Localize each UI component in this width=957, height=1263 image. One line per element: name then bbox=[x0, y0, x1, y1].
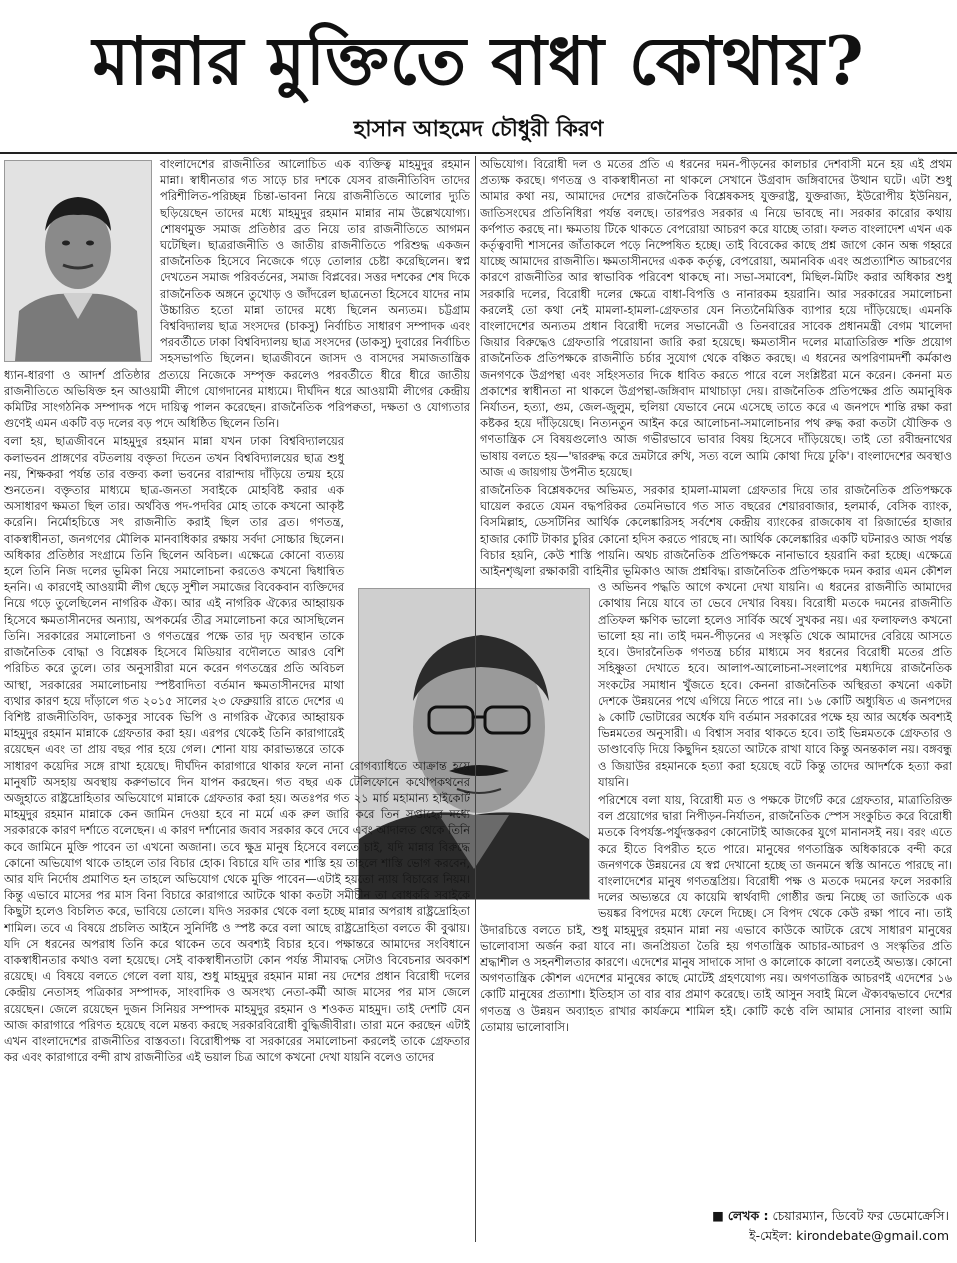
square-bullet-icon: ■ bbox=[712, 1208, 724, 1223]
column-divider bbox=[475, 156, 476, 1242]
left-paragraph-1: বাংলাদেশের রাজনীতির আলোচিত এক ব্যক্তিত্ব মাহমুদুর রহমান মান্না। স্বাধীনতার গত সাড়ে চার দশকে যেসব রাজনীতিবিদ তাদের পরিশীলিত-পরিচ্ছন্ন চিন্তা-ভাবনা নিয়ে রাজনীতিতে আলোর দ্যুতি ছড়িয়েছেন তাদের মধ্যে মাহমুদুর রহমান মান্নার নাম উল্লেখযোগ্য। শোষণমুক্ত সমাজ প্রতিষ্ঠার ব্রত নিয়ে তার রাজনীতিতে আগমন ঘটেছিল। ছাত্ররাজনীতি ও জাতীয় রাজনীতিতে পরিশুদ্ধ একজন রাজনৈতিক হিসেবে নিজেকে গড়ে তোলার চেষ্টা করেছিলেন। স্বপ্ন দেখতেন সমাজ পরিবর্তনের, সমাজ বিপ্লবের। সত্তর দশকের শেষ দিকে রাজনৈতিক অঙ্গনে তুখোড় ও জাঁদরেল ছাত্রনেতা হিসেবে যাদের নাম উচ্চারিত হতো মান্না তাদের মধ্যে ছিলেন অন্যতম। চট্টগ্রাম বিশ্ববিদ্যালয় ছাত্র সংসদের (চাকসু) নির্বাচিত সাধারণ সম্পাদক এবং পরবর্তীতে ঢাকা বিশ্ববিদ্যালয় ছাত্র সংসদের (ডাকসু) দুবারের নির্বাচিত সহসভাপতি ছিলেন। ছাত্রজীবনে জাসদ ও বাসদের সমাজতান্ত্রিক ধ্যান-ধারণা ও আদর্শ প্রতিষ্ঠার প্রত্যয়ে নিজেকে সম্পৃক্ত করলেও পরবর্তীতে ধীরে ধীরে জাতীয় রাজনীতিতে অভিষিক্ত হন আওয়ামী লীগে যোগদানের মাধ্যমে। দীর্ঘদিন ধরে আওয়ামী লীগের কেন্দ্রীয় কমিটির সাংগঠনিক সম্পাদক পদে দায়িত্ব পালন করেছেন। রাজনৈতিক পরিপক্বতা, দক্ষতা ও যোগ্যতার গুণেই এমন একটি বড় দলের বড় পদে অধিষ্ঠিত ছিলেন তিনি। bbox=[4, 157, 470, 431]
subject-photo-space-right bbox=[480, 588, 592, 906]
left-column bbox=[4, 156, 470, 1246]
author-label: লেখক : bbox=[727, 1208, 769, 1223]
author-note bbox=[489, 1206, 949, 1246]
author-photo-space bbox=[4, 156, 154, 366]
subject-photo-space-left bbox=[350, 433, 470, 751]
author-role: চেয়ারম্যান, ডিবেট ফর ডেমোক্রেসি। bbox=[772, 1208, 949, 1223]
right-paragraph-3: পরিশেষে বলা যায়, বিরোধী মত ও পক্ষকে টার্গেট করে গ্রেফতার, মাত্রাতিরিক্ত বল প্রয়োগের দ্বারা নিপীড়ন-নির্যাতন, রাজনৈতিক স্পেস সংকুচিত করে বিরোধী মতকে বিপর্যস্ত-পর্যুদস্তকরণ কোনোটাই আজকের যুগে মানানসই নয়। বরং এতে করে হীতে বিপরীত হতে পারে। মানুষের গণতান্ত্রিক অধিকারকে বন্দী করে জনগণকে উন্নয়নের যে স্বপ্ন দেখানো হচ্ছে তা জনমনে স্বস্তি আনতে পারছে না। বাংলাদেশের মানুষ গণতন্ত্রপ্রিয়। বিরোধী পক্ষ ও মতকে দমনের ফলে সরকারি দলের অভ্যন্তরে যে কায়েমি স্বার্থবাদী গোষ্ঠীর জন্ম নিচ্ছে তা জাতিকে এক ভয়ঙ্কর বিপদের মধ্যে ফেলে দিচ্ছে। সে বিপদ থেকে কেউ রক্ষা পাবে না। তাই উদারচিত্তে বলতে চাই, শুধু মাহমুদুর রহমান মান্না নয় এভাবে কাউকে আটকে রেখে সাধারণ মানুষের ভালোবাসা অর্জন করা যাবে না। জনপ্রিয়তা তৈরি হয় গণতান্ত্রিক আচার-আচরণ ও সংস্কৃতির প্রতি শ্রদ্ধাশীল ও সহনশীলতার কারণে। এদেশের মানুষ সাদাকে সাদা ও কালোকে কালো বলতেই অভ্যস্ত। কোনো অগণতান্ত্রিক কৌশল এদেশের মানুষের কাছে মোটেই গ্রহণযোগ্য নয়। অগণতান্ত্রিক আচরণই এদেশের ১৬ কোটি মানুষের প্রত্যাশা। ইতিহাস তা বার বার প্রমাণ করেছে। তাই আসুন সবাই মিলে ঐক্যবদ্ধভাবে দেশের গণতন্ত্র ও উন্নয়ন অব্যাহত রাখার কার্যক্রমে শামিল হই। কোটি কণ্ঠে বলি আমার সোনার বাংলা আমি তোমায় ভালোবাসি। bbox=[480, 792, 952, 1034]
right-paragraph-2: রাজনৈতিক বিশ্লেষকদের অভিমত, সরকার হামলা-মামলা গ্রেফতার দিয়ে তার রাজনৈতিক প্রতিপক্ষকে ঘায়েল করতে যেমন বদ্ধপরিকর তেমনিভাবে গত সাত বছরের শেয়ারবাজার, হলমার্ক, বেসিক ব্যাংক, বিসমিল্লাহ, ডেসটিনির আর্থিক কেলেঙ্কারিসহ সর্বশেষ কেন্দ্রীয় ব্যাংকের রাজকোষ বা রিজার্ভের হাজার হাজার কোটি টাকার চুরির কোনো হদিস করতে পারছে না। আর্থিক কেলেঙ্কারির একটি ঘটনারও আজ পর্যন্ত বিচার হয়নি, কেউ শাস্তি পায়নি। অথচ রাজনৈতিক প্রতিপক্ষকে নানাভাবে হয়রানি করা হচ্ছে। এক্ষেত্রে আইনশৃঙ্খলা রক্ষাকারী বাহিনীর ভূমিকাও আজ প্রশ্নবিদ্ধ। রাজনৈতিক প্রতিপক্ষকে দমন করার এমন কৌশল ও অভিনব পদ্ধতি আগে কখনো দেখা যায়নি। এ ধরনের রাজনীতি আমাদের কোথায় নিয়ে যাবে তা ভেবে দেখার বিষয়। বিরোধী মতকে দমনের রাজনীতি প্রতিফল ক্ষণিক ভালো হলেও সার্বিক অর্থে সুখকর নয়। এর ফলাফলও কখনো ভালো হয় না। তাই দমন-পীড়নের এ সংস্কৃতি থেকে আমাদের বেরিয়ে আসতে হবে। উদারনৈতিক গণতন্ত্র চর্চার মাধ্যমে সব ধরনের বিরোধী মতের প্রতি সহিষ্ণুতা দেখাতে হবে। আলাপ-আলোচনা-সংলাপের মধ্যদিয়ে রাজনৈতিক সংকটের সমাধান খুঁজতে হবে। কেননা রাজনৈতিক অস্থিরতা কখনো একটা দেশকে উন্নয়নের পথে এগিয়ে নিতে পারে না। ১৬ কোটি অধ্যুষিত এ জনপদের ৯ কোটি ভোটারের অর্ধেক যদি বর্তমান সরকারের পক্ষে হয় আর অর্ধেক অবশ্যই ভিন্নমতের অনুসারী। এ বিশ্বাস সবার থাকতে হবে। তাই ভিন্নমতকে গ্রেফতার ও ডাণ্ডাবেড়ি দিয়ে কিছুদিন হয়তো আটকে রাখা যাবে কিন্তু অনন্তকাল নয়। বঙ্গবন্ধু ও জিয়াউর রহমানকে হত্যা করা হয়েছে বটে কিন্তু তাদের আদর্শকে হত্যা করা যায়নি। bbox=[480, 483, 952, 789]
byline: হাসান আহমেদ চৌধুরী কিরণ bbox=[353, 117, 604, 142]
right-paragraph-1: অভিযোগ। বিরোধী দল ও মতের প্রতি এ ধরনের দমন-পীড়নের কালচার দেশবাসী মনে হয় এই প্রথম প্রত্যক্ষ করছে। গণতন্ত্র ও বাকস্বাধীনতা না থাকলে সেখানে উগ্রবাদ জঙ্গিবাদের উত্থান ঘটে। এটা শুধু আমার কথা নয়, আমাদের দেশের রাজনৈতিক বিশ্লেষকসহ যুক্তরাষ্ট্র, যুক্তরাজ্য, ইউরোপীয় ইউনিয়ন, জাতিসংঘের প্রতিনিধিরা পর্যন্ত বলছে। তারপরও সরকার এ নিয়ে ভাবছে না। সরকার কারোর কথায় কর্ণপাত করছে না। ক্ষমতায় টিকে থাকতে বেপরোয়া আচরণ করে যাচ্ছে তারা। ফলত বাংলাদেশ এখন এক কর্তৃত্ববাদী শাসনের জাঁতাকলে পড়ে নিষ্পেষিত হচ্ছে। তাই বিবেকের কাছে প্রশ্ন জাগে কোন অন্ধ গহ্বরে যাচ্ছে আমাদের রাজনীতি। ক্ষমতাসীনদের একক কর্তৃত্ব, বেপরোয়া, অমানবিক এবং অপ্রত্যাশিত আচরণের কারণে রাজনীতির আর স্বাভাবিক পরিবেশ থাকছে না। সভা-সমাবেশ, মিছিল-মিটিং করার অধিকার শুধু সরকারি দলের, বিরোধী দলের ক্ষেত্রে বাধা-বিপত্তি ও নানারকম হয়রানি। আর সরকারের সমালোচনা করলেই তো কথা নেই মামলা-হামলা-গ্রেফতার যেন নিত্যনৈমিত্তিক ব্যাপার হয়ে দাঁড়িয়েছে। এমনকি বাংলাদেশের অন্যতম প্রধান বিরোধী দলের সভানেত্রী ও তিনবারের সাবেক প্রধানমন্ত্রী বেগম খালেদা জিয়ার বিরুদ্ধেও গ্রেফতারি পরোয়ানা জারি করা হয়েছে। ক্ষমতাসীন দলের মাত্রাতিরিক্ত শক্তি প্রয়োগ রাজনৈতিক প্রতিপক্ষকে রাজনীতি চর্চার সুযোগ থেকে বঞ্চিত করছে। এ ধরনের অপরিণামদর্শী কর্মকাণ্ড জনগণকে উগ্রপন্থা এবং সহিংসতার দিকে ধাবিত করতে পারে বলে সংশ্লিষ্টরা মনে করেন। কেননা মত প্রকাশের স্বাধীনতা না থাকলে উগ্রপন্থা-জঙ্গিবাদ মাথাচাড়া দেয়। রাজনৈতিক প্রতিপক্ষের প্রতি অমানুষিক নির্যাতন, হত্যা, গুম, জেল-জুলুম, হুলিয়া যেভাবে নেমে এসেছে তাতে করে এ জনপদে শান্তি রক্ষা করা কষ্টকর হয়ে দাঁড়িয়েছে। নিত্যনতুন আইন করে আলোচনা-সমালোচনার পথ রুদ্ধ করা কতটা যৌক্তিক ও গণতান্ত্রিক সে বিষয়গুলোও আজ গভীরভাবে ভাবার বিষয় হিসেবে দাঁড়িয়েছে। তাই তো রবীন্দ্রনাথের ভাষায় বলতে হয়—'দ্বাররুদ্ধ করে ভ্রমটারে রুখি, সত্য বলে আমি কোথা দিয়ে ঢুকি'। বাংলাদেশের অবস্থাও আজ এ জায়গায় উপনীত হয়েছে। bbox=[480, 157, 952, 479]
left-paragraph-2: বলা হয়, ছাত্রজীবনে মাহমুদুর রহমান মান্না যখন ঢাকা বিশ্ববিদ্যালয়ের কলাভবন প্রাঙ্গণের বটতলায় বক্তৃতা দিতেন তখন বিশ্ববিদ্যালয়ের ছাত্র শুধু নয়, শিক্ষকরা পর্যন্ত তার বক্তব্য কলা ভবনের বারান্দায় দাঁড়িয়ে তন্ময় হয়ে শুনতেন। বক্তৃতার মাধ্যমে ছাত্র-জনতা সবাইকে মোহবিষ্ট করার এক অসাধারণ ক্ষমতা ছিল তার। অর্থবিত্ত পদ-পদবির মোহ তাকে কখনো আকৃষ্ট করেনি। নির্মোহচিত্তে সৎ রাজনীতি করাই ছিল তার ব্রত। গণতন্ত্র, বাকস্বাধীনতা, জনগণের মৌলিক মানবাধিকার রক্ষায় সর্বদা সোচ্চার ছিলেন। অধিকার প্রতিষ্ঠার সংগ্রামে তিনি ছিলেন অবিচল। এক্ষেত্রে কোনো ব্যত্যয় হলে তিনি নিজ দলের ভূমিকা নিয়ে সমালোচনা করতেও কখনো দ্বিধান্বিত হননি। এ কারণেই আওয়ামী লীগ ছেড়ে সুশীল সমাজের বিবেকবান ব্যক্তিদের নিয়ে গড়ে তুলেছিলেন নাগরিক ঐক্য। আর এই নাগরিক ঐক্যের আহ্বায়ক হিসেবে ক্ষমতাসীনদের অন্যায়, অপকর্মের তীব্র সমালোচনা করে আসছিলেন তিনি। সরকারের সমালোচনা ও গণতন্ত্রের পক্ষে তার দৃঢ় অবস্থান তাকে রাজনৈতিক বোদ্ধা ও বিশ্লেষক হিসেবে মিডিয়ার বদৌলতে আরও বেশি পরিচিত করে তুলে। তার অনুসারীরা মনে করেন গণতন্ত্রের প্রতি অবিচল আস্থা, সরকারের সমালোচনায় স্পষ্টবাদিতা বর্তমান ক্ষমতাসীনদের মাথা ব্যথার কারণ হয়ে দাঁড়ালে গত ২০১৫ সালের ২৩ ফেব্রুয়ারি রাতে দেশের এ বিশিষ্ট রাজনীতিবিদ, ডাকসুর সাবেক ভিপি ও নাগরিক ঐক্যের আহ্বায়ক মাহমুদুর রহমান মান্নাকে গ্রেফতার করা হয়। এরপর থেকেই তিনি কারাগারেই রয়েছেন এবং তা প্রায় বছর পার হয়ে গেল। শোনা যায় কারাভ্যন্তরে তাকে সাধারণ কয়েদির সঙ্গে রাখা হয়েছে। দীর্ঘদিন কারাগারে থাকার ফলে নানা রোগব্যাধিতে আক্রান্ত হয়ে মানুষটি অসহায় অবস্থায় করুণভাবে দিন যাপন করছেন। গত বছর এক টেলিফোনে কথোপকথনের অজুহাতে রাষ্ট্রদ্রোহিতার অভিযোগে মান্নাকে গ্রেফতার করা হয়। অতঃপর গত ২১ মার্চ মহামান্য হাইকোর্ট মাহমুদুর রহমান মান্নাকে কেন জামিন দেওয়া হবে না মর্মে এক রুল জারি করে তিন সপ্তাহের মধ্যে সরকারকে কারণ দর্শাতে বলেছেন। এ কারণ দর্শানোর জবাব সরকার কবে দেবে এবং আদালত থেকে তিনি কবে জামিনে মুক্তি পাবেন তা এখনো অজানা। তবে ক্ষুদ্র মানুষ হিসেবে বলতে চাই, যদি মান্নার বিরুদ্ধে কোনো অভিযোগ থাকে তাহলে তার বিচার হোক। বিচারে যদি তার শাস্তি হয় তাহলে শাস্তি ভোগ করবেন, আর যদি নির্দোষ প্রমাণিত হন তাহলে অভিযোগ থেকে মুক্তি পাবেন—এটাই হয়তো ন্যায় বিচারের নিয়ম। কিন্তু এভাবে মাসের পর মাস বিনা বিচারে কারাগারে আটকে থাকা কতটা সমীচীন তা বোধকরি সবাইকে কিছুটা হলেও বিচলিত করে, ভাবিয়ে তোলে। যদিও সরকার থেকে বলা হচ্ছে মান্নার অপরাধ রাষ্ট্রদ্রোহিতা শামিল। তবে এ বিষয়ে প্রচলিত আইনে সুনির্দিষ্ট ও স্পষ্ট করে বলা আছে রাষ্ট্রদ্রোহিতা বলতে কী বুঝায়। যদি সে ধরনের অপরাধ তিনি করে থাকেন তবে অবশ্যই বিচার হবে। পক্ষান্তরে আমাদের সংবিধানে বাকস্বাধীনতার কথাও বলা হয়েছে। সেই বাকস্বাধীনতাটা কোন পর্যন্ত সীমাবদ্ধ সেটাও বিবেচনার অবকাশ রয়েছে। এ বিষয়ে বলতে গেলে বলা যায়, শুধু মাহমুদুর রহমান মান্না নয় দেশের প্রধান বিরোধী দলের কেন্দ্রীয় নেতাসহ পত্রিকার সম্পাদক, সাংবাদিক ও অসংখ্য নেতা-কর্মী আজ মাসের পর মাস জেলে রয়েছেন। জেলে রয়েছেন দুজন সিনিয়র সম্পাদক মাহমুদুর রহমান ও শওকত মাহমুদ। তাই দেশটি যেন আজ কারাগারে পরিণত হয়েছে বলে মন্তব্য করছে সরকারবিরোধী বুদ্ধিজীবীরা। তারা মনে করছেন এটাই এখন বাংলাদেশের রাজনীতির বাস্তবতা। বিরোধীপক্ষ বা সরকারের সমালোচনা করলেই তাকে গ্রেফতার কর এবং কারাগারে বন্দী রাখ রাজনীতির এই ভয়াল চিত্র আগে কখনো দেখা যায়নি বলেও তাদের bbox=[4, 434, 470, 1065]
author-email: ই-মেইল: kirondebate@gmail.com bbox=[749, 1228, 949, 1243]
right-column bbox=[480, 156, 952, 1246]
author-role-line bbox=[489, 1206, 949, 1226]
header-rule bbox=[0, 152, 957, 154]
headline: মান্নার মুক্তিতে বাধা কোথায়? bbox=[92, 22, 865, 100]
